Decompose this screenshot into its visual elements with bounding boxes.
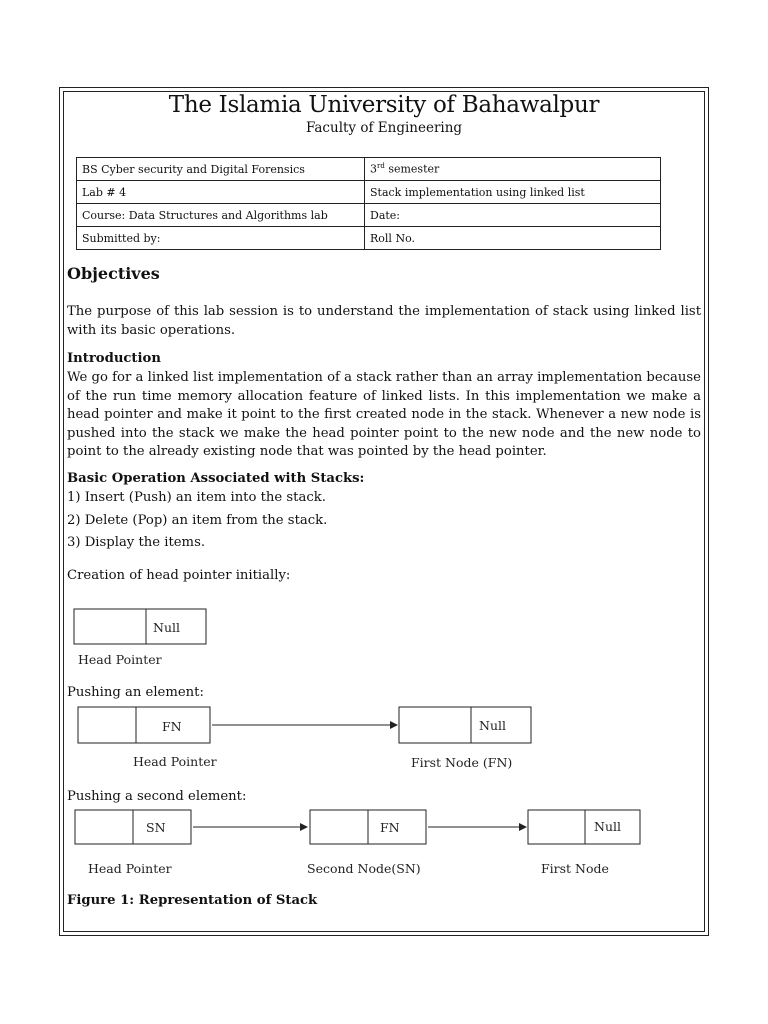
- second-node-push2: [310, 810, 426, 844]
- semester-number: 3: [370, 162, 377, 176]
- date-cell: Date:: [365, 204, 661, 227]
- university-title: The Islamia University of Bahawalpur: [168, 92, 600, 118]
- first-node-label: First Node (FN): [411, 755, 513, 770]
- operation-item-pop: 2) Delete (Pop) an item from the stack.: [67, 513, 328, 528]
- course-cell: Course: Data Structures and Algorithms lab: [77, 204, 365, 227]
- second-node-label: Second Node(SN): [307, 861, 421, 876]
- null-value-first-node: Null: [479, 718, 506, 733]
- operation-item-display: 3) Display the items.: [67, 535, 206, 550]
- submitted-by-cell: Submitted by:: [77, 227, 365, 250]
- faculty-subtitle: Faculty of Engineering: [305, 120, 463, 136]
- introduction-heading: Introduction: [67, 351, 161, 366]
- push-second-caption: Pushing a second element:: [67, 789, 247, 804]
- first-node-push2: [528, 810, 640, 844]
- fn-value-head: FN: [162, 719, 182, 734]
- head-pointer-label-initial: Head Pointer: [78, 652, 162, 667]
- roll-no-cell: Roll No.: [365, 227, 661, 250]
- operation-item-push: 1) Insert (Push) an item into the stack.: [67, 490, 326, 505]
- head-pointer-node-push1: [78, 707, 210, 743]
- sn-value-head: SN: [146, 820, 166, 835]
- fn-value-second-node: FN: [380, 820, 400, 835]
- figure-caption: Figure 1: Representation of Stack: [67, 893, 318, 908]
- null-value-first-node-2: Null: [594, 819, 621, 834]
- push-caption: Pushing an element:: [67, 685, 204, 700]
- lab-number-cell: Lab # 4: [77, 181, 365, 204]
- head-pointer-node-initial: [74, 609, 206, 644]
- null-value-initial: Null: [153, 620, 180, 635]
- first-node-push1: [399, 707, 531, 743]
- creation-caption: Creation of head pointer initially:: [67, 568, 291, 583]
- objectives-text: The purpose of this lab session is to understand the implementation of stack using linked list with its basic operations.: [67, 304, 701, 338]
- introduction-text: We go for a linked list implementation of a stack rather than an array implementation because of the run time memory allocation feature of linked lists. In this implementation we make a head pointer and make it point to the first created node in the stack. Whenever a new node is pushed into the stack we make the head pointer point to the new node and the new node to point to the already existing node that was pointed by the head pointer.: [67, 370, 701, 460]
- operations-heading: Basic Operation Associated with Stacks:: [67, 471, 365, 486]
- semester-ordinal: rd: [377, 162, 385, 171]
- head-pointer-label-push2: Head Pointer: [88, 861, 172, 876]
- lab-title-cell: Stack implementation using linked list: [365, 181, 661, 204]
- objectives-heading: Objectives: [67, 264, 160, 283]
- head-pointer-label-push1: Head Pointer: [133, 754, 217, 769]
- semester-word: semester: [384, 162, 440, 176]
- first-node-label-2: First Node: [541, 861, 609, 876]
- head-pointer-node-push2: [75, 810, 191, 844]
- program-cell: BS Cyber security and Digital Forensics: [77, 158, 365, 181]
